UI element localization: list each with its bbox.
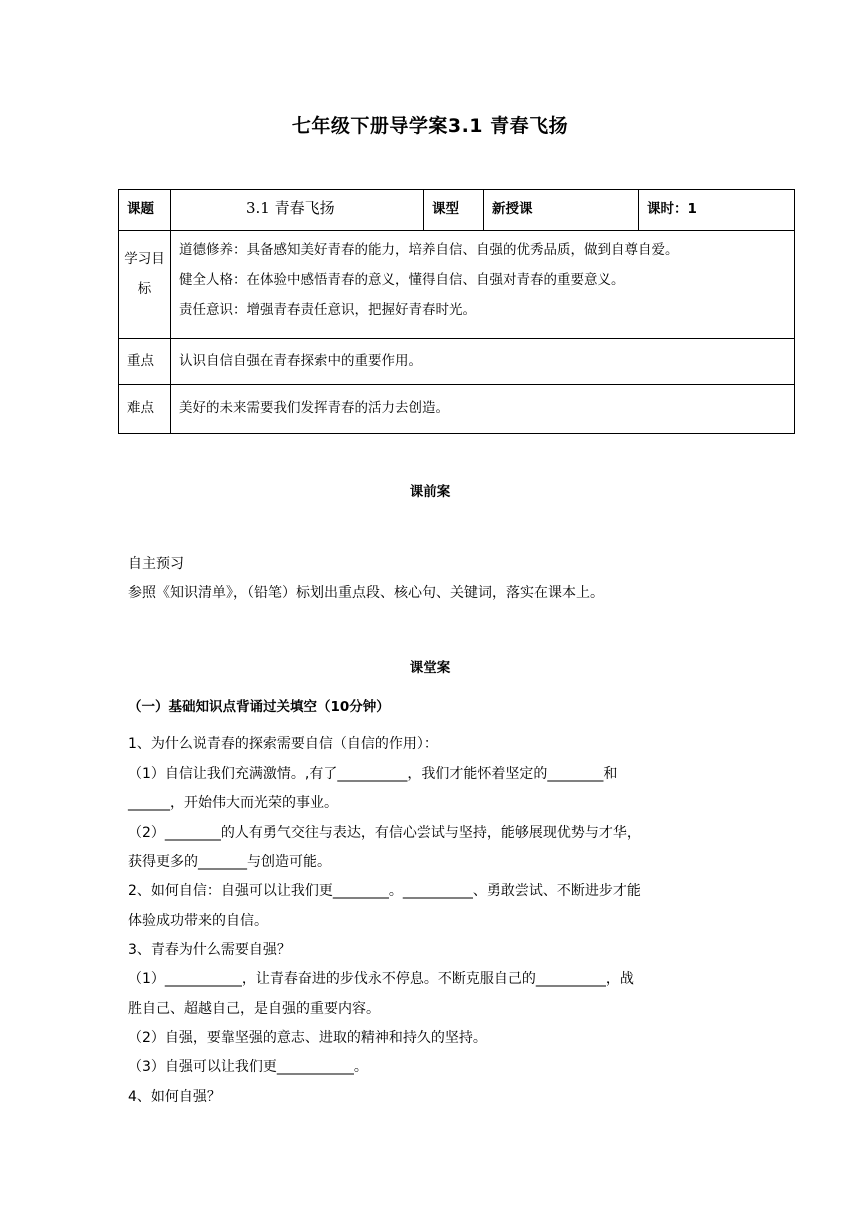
exercise-line: 4、如何自强？ xyxy=(128,1089,221,1105)
goal-item-responsibility: 责任意识：增强青春责任意识，把握好青春时光。 xyxy=(179,302,476,318)
exercise-line: 获得更多的_______与创造可能。 xyxy=(128,854,331,870)
goals-row xyxy=(119,231,795,339)
key-text-cell xyxy=(171,339,795,385)
goals-label: 学习目标 xyxy=(124,251,165,297)
pre-class-heading: 课前案 xyxy=(409,484,451,500)
exercise-line: 体验成功带来的自信。 xyxy=(128,913,268,929)
type-label: 课型 xyxy=(432,201,459,217)
subject-value: 3.1 青春飞扬 xyxy=(246,199,335,217)
difficulty-text: 美好的未来需要我们发挥青春的活力去创造。 xyxy=(179,400,449,416)
difficulty-text-cell xyxy=(171,385,795,434)
type-value: 新授课 xyxy=(492,201,533,217)
type-value-cell xyxy=(484,190,639,231)
self-study-heading: 自主预习 xyxy=(128,556,184,572)
exercise-line: （1）___________，让青春奋进的步伐永不停息。不断克服自己的__________，战 xyxy=(128,971,634,987)
subject-label: 课题 xyxy=(127,201,154,217)
exercise-line: 2、如何自信：自强可以让我们更________。__________、勇敢尝试、不断进步才能 xyxy=(128,883,641,899)
subject-row xyxy=(119,190,795,231)
key-point-row xyxy=(119,339,795,385)
difficulty-row xyxy=(119,385,795,434)
exercise-line: ______，开始伟大而光荣的事业。 xyxy=(128,795,338,811)
exercise-line: 3、青春为什么需要自强？ xyxy=(128,942,291,958)
goals-cell xyxy=(171,231,795,339)
lesson-info-table xyxy=(118,189,795,434)
self-study-instruction: 参照《知识清单》，（铅笔）标划出重点段、核心句、关键词，落实在课本上。 xyxy=(128,585,604,601)
subject-label-cell xyxy=(119,190,171,231)
exercise-line: 1、为什么说青春的探索需要自信（自信的作用）： xyxy=(128,736,438,752)
goal-item-personality: 健全人格：在体验中感悟青春的意义，懂得自信、自强对青春的重要意义。 xyxy=(179,272,625,288)
fill-in-section-title: （一）基础知识点背诵过关填空（10分钟） xyxy=(128,699,390,715)
in-class-heading: 课堂案 xyxy=(409,660,451,676)
difficulty-label: 难点 xyxy=(127,400,154,416)
document-title: 七年级下册导学案3.1 青春飞扬 xyxy=(291,115,569,137)
hours-cell xyxy=(639,190,795,231)
exercise-line: （2）自强，要靠坚强的意志、进取的精神和持久的坚持。 xyxy=(128,1030,487,1046)
subject-value-cell xyxy=(171,190,424,231)
exercise-line: （2）________的人有勇气交往与表达，有信心尝试与坚持，能够展现优势与才华， xyxy=(128,825,641,841)
goal-item-moral: 道德修养：具备感知美好青春的能力，培养自信、自强的优秀品质，做到自尊自爱。 xyxy=(179,242,679,258)
hours-value: 课时：1 xyxy=(647,201,697,217)
exercise-line: 胜自己、超越自己，是自强的重要内容。 xyxy=(128,1001,380,1017)
goals-label-cell xyxy=(119,231,171,339)
key-text: 认识自信自强在青春探索中的重要作用。 xyxy=(179,353,422,369)
exercise-line: （1）自信让我们充满激情。,有了__________，我们才能怀着坚定的________和 xyxy=(128,766,618,782)
key-label: 重点 xyxy=(127,353,154,369)
type-label-cell xyxy=(424,190,484,231)
exercise-line: （3）自强可以让我们更___________。 xyxy=(128,1059,368,1075)
key-label-cell xyxy=(119,339,171,385)
difficulty-label-cell xyxy=(119,385,171,434)
